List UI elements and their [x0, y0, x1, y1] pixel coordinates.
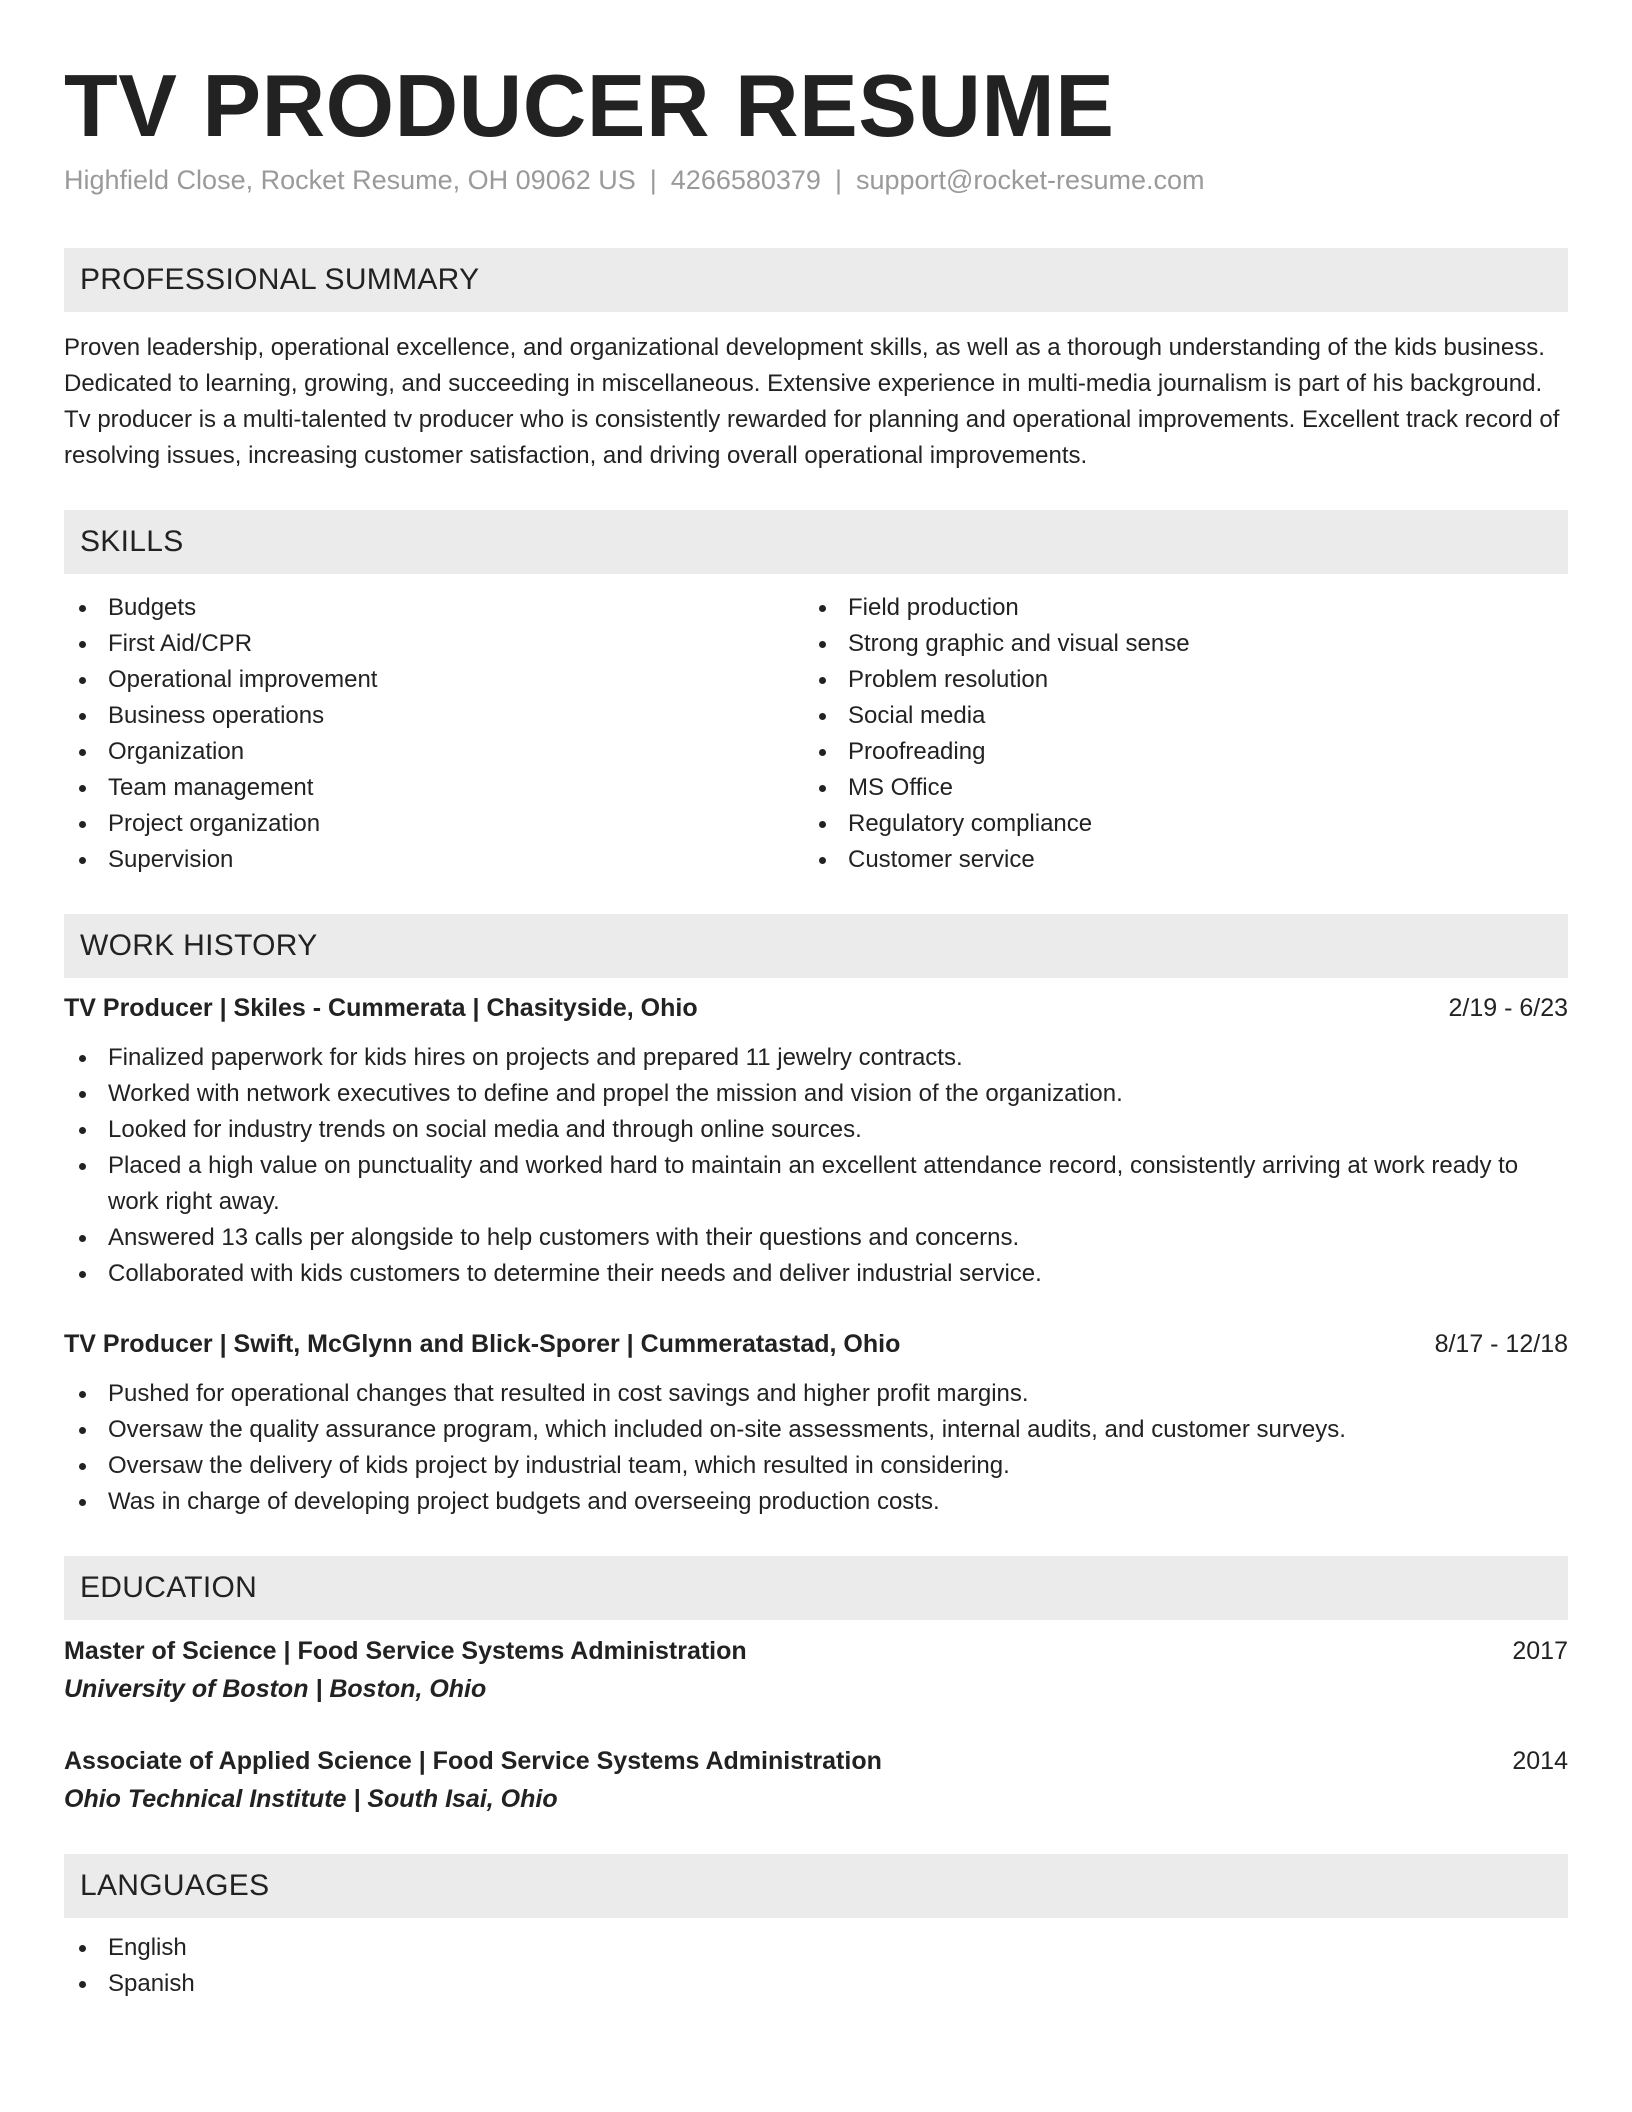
job-bullet: Worked with network executives to define and propel the mission and vision of the organization.	[64, 1076, 1568, 1112]
job-bullet: Oversaw the quality assurance program, which included on-site assessments, internal audits, and customer surveys.	[64, 1412, 1568, 1448]
job-bullet: Placed a high value on punctuality and worked hard to maintain an excellent attendance record, consistently arriving at work ready to work right away.	[64, 1148, 1568, 1220]
job-bullet: Looked for industry trends on social media and through online sources.	[64, 1112, 1568, 1148]
contact-line	[64, 165, 1568, 196]
education-entry	[64, 1742, 1568, 1818]
education-degree: Associate of Applied Science | Food Service Systems Administration	[64, 1746, 882, 1775]
job-bullets	[64, 1040, 1568, 1292]
skill-item: Budgets	[64, 590, 804, 626]
section-header-summary: PROFESSIONAL SUMMARY	[64, 248, 1568, 312]
skill-item: Field production	[804, 590, 1544, 626]
skill-item: Problem resolution	[804, 662, 1544, 698]
resume-page	[64, 48, 1568, 2002]
skill-item: Customer service	[804, 842, 1544, 878]
education-header	[64, 1632, 1568, 1670]
skill-item: Team management	[64, 770, 804, 806]
skills-list-left	[64, 590, 804, 878]
contact-address: Highfield Close, Rocket Resume, OH 09062 US	[64, 164, 636, 195]
section-header-skills: SKILLS	[64, 510, 1568, 574]
contact-separator: |	[834, 164, 842, 195]
job-dates: 8/17 - 12/18	[1434, 1329, 1568, 1358]
job-entry	[64, 990, 1568, 1292]
section-header-work-history: WORK HISTORY	[64, 914, 1568, 978]
skill-item: MS Office	[804, 770, 1544, 806]
skill-item: Business operations	[64, 698, 804, 734]
job-bullets	[64, 1376, 1568, 1520]
skill-item: Project organization	[64, 806, 804, 842]
contact-phone: 4266580379	[670, 164, 821, 195]
job-bullet: Pushed for operational changes that resulted in cost savings and higher profit margins.	[64, 1376, 1568, 1412]
skills-grid	[64, 586, 1568, 878]
education-header	[64, 1742, 1568, 1780]
contact-email: support@rocket-resume.com	[855, 164, 1205, 195]
skill-item: Strong graphic and visual sense	[804, 626, 1544, 662]
language-item: Spanish	[64, 1966, 1568, 2002]
job-bullet: Collaborated with kids customers to determine their needs and deliver industrial service.	[64, 1256, 1568, 1292]
skills-list-right	[804, 590, 1544, 878]
job-title: TV Producer | Swift, McGlynn and Blick-Sporer | Cummeratastad, Ohio	[64, 1329, 901, 1358]
skill-item: First Aid/CPR	[64, 626, 804, 662]
job-entry	[64, 1326, 1568, 1520]
job-bullet: Answered 13 calls per alongside to help customers with their questions and concerns.	[64, 1220, 1568, 1256]
skill-item: Supervision	[64, 842, 804, 878]
job-bullet: Oversaw the delivery of kids project by industrial team, which resulted in considering.	[64, 1448, 1568, 1484]
job-header	[64, 990, 1568, 1026]
education-year: 2014	[1512, 1746, 1568, 1775]
education-degree: Master of Science | Food Service Systems Administration	[64, 1636, 747, 1665]
contact-separator: |	[649, 164, 657, 195]
skill-item: Organization	[64, 734, 804, 770]
education-school: Ohio Technical Institute | South Isai, Ohio	[64, 1784, 558, 1813]
skill-item: Operational improvement	[64, 662, 804, 698]
skill-item: Regulatory compliance	[804, 806, 1544, 842]
education-entry	[64, 1632, 1568, 1708]
job-title: TV Producer | Skiles - Cummerata | Chasityside, Ohio	[64, 993, 698, 1022]
section-header-languages: LANGUAGES	[64, 1854, 1568, 1918]
job-header	[64, 1326, 1568, 1362]
skill-item: Social media	[804, 698, 1544, 734]
job-bullet: Finalized paperwork for kids hires on projects and prepared 11 jewelry contracts.	[64, 1040, 1568, 1076]
summary-text: Proven leadership, operational excellence, and organizational development skills, as well as a thorough understanding of the kids business. Dedicated to learning, growing, and succeeding in miscellaneous. Extensive experience in multi-media journalism is part of his background. Tv producer is a multi-talented tv producer who is consistently rewarded for planning and operational improvements. Excellent track record of resolving issues, increasing customer satisfaction, and driving overall operational improvements.	[64, 333, 1560, 469]
resume-title: TV PRODUCER RESUME	[64, 56, 1115, 155]
language-item: English	[64, 1930, 1568, 1966]
section-header-education: EDUCATION	[64, 1556, 1568, 1620]
education-school: University of Boston | Boston, Ohio	[64, 1674, 487, 1703]
job-bullet: Was in charge of developing project budgets and overseeing production costs.	[64, 1484, 1568, 1520]
job-dates: 2/19 - 6/23	[1448, 993, 1568, 1022]
languages-list	[64, 1930, 1568, 2002]
education-year: 2017	[1512, 1636, 1568, 1665]
skill-item: Proofreading	[804, 734, 1544, 770]
